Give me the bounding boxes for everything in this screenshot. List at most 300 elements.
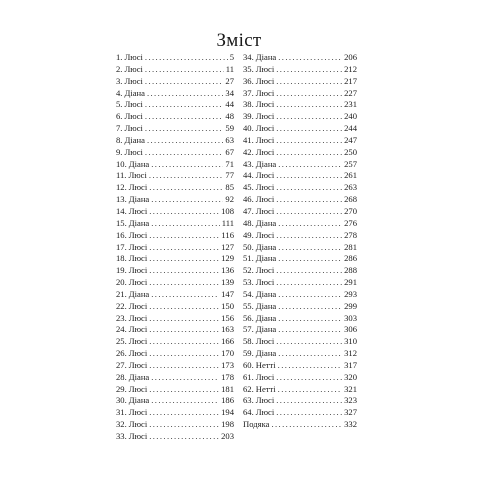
dot-leader <box>149 384 219 396</box>
dot-leader <box>276 111 342 123</box>
dot-leader <box>276 336 342 348</box>
dot-leader <box>276 76 342 88</box>
page-number: 240 <box>344 111 357 122</box>
page-number: 186 <box>221 395 234 406</box>
dot-leader <box>149 348 219 360</box>
chapter-title: Люсі <box>255 87 275 98</box>
dot-leader <box>276 206 342 218</box>
chapter-title: Люсі <box>255 371 275 382</box>
toc-entry[interactable] <box>116 242 234 254</box>
chapter-number: 38. <box>243 99 254 110</box>
chapter-title: Нетті <box>255 359 276 370</box>
page-number: 288 <box>344 265 357 276</box>
page-number: 270 <box>344 205 357 216</box>
chapter-title: Люсі <box>124 99 143 110</box>
toc-entry[interactable] <box>243 289 357 301</box>
dot-leader <box>149 253 219 265</box>
chapter-number: 7. <box>116 123 123 134</box>
chapter-number: 42. <box>243 146 254 157</box>
page-number: 63 <box>225 134 234 145</box>
page-number: 173 <box>221 359 234 370</box>
chapter-number: 60. <box>243 359 254 370</box>
toc-entry[interactable] <box>116 407 234 419</box>
toc-entry[interactable] <box>243 372 357 384</box>
chapter-number: 6. <box>116 111 123 122</box>
toc-entry[interactable] <box>243 135 357 147</box>
chapter-number: 43. <box>243 158 254 169</box>
chapter-number: 58. <box>243 336 254 347</box>
chapter-title: Люсі <box>128 300 148 311</box>
dot-leader <box>278 52 342 64</box>
dot-leader <box>149 324 219 336</box>
page-number: 92 <box>225 194 234 205</box>
chapter-number: 25. <box>116 336 127 347</box>
toc-entry[interactable] <box>243 64 357 76</box>
chapter-title: Люсі <box>255 146 275 157</box>
chapter-number: 19. <box>116 265 127 276</box>
page-number: 323 <box>344 395 357 406</box>
page-number: 67 <box>225 146 234 157</box>
chapter-number: 36. <box>243 75 254 86</box>
dot-leader <box>149 170 224 182</box>
chapter-title: Люсі <box>255 407 275 418</box>
page-number: 312 <box>344 348 357 359</box>
chapter-title: Люсі <box>128 383 148 394</box>
toc-entry[interactable] <box>116 206 234 218</box>
chapter-number: 12. <box>116 182 127 193</box>
toc-entry[interactable] <box>243 407 357 419</box>
page-number: 231 <box>344 99 357 110</box>
dot-leader <box>278 218 342 230</box>
chapter-title: Люсі <box>255 336 275 347</box>
toc-entry[interactable] <box>116 76 234 88</box>
page-number: 156 <box>221 312 234 323</box>
toc-entry[interactable] <box>243 265 357 277</box>
page-number: 261 <box>344 170 357 181</box>
page-number: 276 <box>344 217 357 228</box>
toc-entry[interactable] <box>243 277 357 289</box>
dot-leader <box>145 52 228 64</box>
toc-entry[interactable] <box>243 194 357 206</box>
toc-entry[interactable] <box>243 301 357 313</box>
chapter-number: 8. <box>116 134 123 145</box>
page-number: 163 <box>221 324 234 335</box>
toc-entry[interactable] <box>243 99 357 111</box>
chapter-title: Люсі <box>124 111 143 122</box>
toc-entry[interactable] <box>116 253 234 265</box>
page-number: 257 <box>344 158 357 169</box>
toc-entry[interactable] <box>243 123 357 135</box>
chapter-number: 14. <box>116 205 127 216</box>
page-number: 203 <box>221 431 234 441</box>
dot-leader <box>276 147 342 159</box>
dot-leader <box>149 336 219 348</box>
chapter-title: Люсі <box>255 111 275 122</box>
dot-leader <box>149 419 219 431</box>
page-number: 178 <box>221 371 234 382</box>
toc-entry[interactable] <box>243 147 357 159</box>
toc-entry[interactable] <box>116 313 234 325</box>
chapter-number: 1. <box>116 52 123 62</box>
chapter-number: 15. <box>116 217 127 228</box>
chapter-title: Люсі <box>128 265 148 276</box>
dot-leader <box>278 159 342 171</box>
toc-entry[interactable] <box>116 265 234 277</box>
chapter-title: Люсі <box>128 324 148 335</box>
toc-entry[interactable] <box>243 230 357 242</box>
chapter-title: Люсі <box>128 205 148 216</box>
chapter-number: 21. <box>116 288 127 299</box>
toc-entry[interactable] <box>116 88 234 100</box>
dot-leader <box>276 182 342 194</box>
toc-entry[interactable] <box>243 218 357 230</box>
toc-entry[interactable] <box>243 313 357 325</box>
page-number: 48 <box>225 111 234 122</box>
chapter-number: 9. <box>116 146 123 157</box>
toc-entry[interactable] <box>243 348 357 360</box>
page-number: 44 <box>225 99 234 110</box>
chapter-number: 29. <box>116 383 127 394</box>
toc-entry[interactable] <box>243 324 357 336</box>
toc-entry[interactable] <box>116 99 234 111</box>
chapter-title: Подяка <box>243 419 270 430</box>
toc-entry[interactable] <box>243 182 357 194</box>
dot-leader <box>276 395 342 407</box>
chapter-number: 33. <box>116 431 127 441</box>
toc-entry[interactable] <box>116 324 234 336</box>
dot-leader <box>271 419 342 431</box>
toc-column-left <box>116 52 234 443</box>
toc-entry[interactable] <box>116 159 234 171</box>
chapter-title: Діана <box>255 312 277 323</box>
page-number: 127 <box>221 241 234 252</box>
toc-entry[interactable] <box>116 218 234 230</box>
page-number: 278 <box>344 229 357 240</box>
toc-entry[interactable] <box>243 384 357 396</box>
dot-leader <box>149 313 219 325</box>
dot-leader <box>278 242 342 254</box>
toc-entry[interactable] <box>116 372 234 384</box>
chapter-title: Люсі <box>128 312 148 323</box>
toc-entry[interactable] <box>243 242 357 254</box>
chapter-title: Люсі <box>128 336 148 347</box>
dot-leader <box>278 348 342 360</box>
dot-leader <box>276 88 342 100</box>
dot-leader <box>276 123 342 135</box>
chapter-title: Люсі <box>124 123 143 134</box>
chapter-title: Діана <box>128 395 150 406</box>
toc-entry[interactable] <box>243 395 357 407</box>
chapter-number: 3. <box>116 75 123 86</box>
chapter-title: Люсі <box>255 265 275 276</box>
page-number: 250 <box>344 146 357 157</box>
dot-leader <box>276 265 342 277</box>
dot-leader <box>278 313 342 325</box>
chapter-number: 49. <box>243 229 254 240</box>
dot-leader <box>149 182 223 194</box>
page-number: 194 <box>221 407 234 418</box>
page-number: 77 <box>225 170 234 181</box>
chapter-title: Люсі <box>128 348 148 359</box>
toc-entry[interactable] <box>116 431 234 443</box>
dot-leader <box>276 407 342 419</box>
chapter-number: 30. <box>116 395 127 406</box>
chapter-number: 52. <box>243 265 254 276</box>
page-number: 181 <box>221 383 234 394</box>
chapter-title: Люсі <box>255 205 275 216</box>
chapter-title: Люсі <box>128 419 148 430</box>
chapter-title: Діана <box>255 324 277 335</box>
chapter-number: 63. <box>243 395 254 406</box>
toc-entry[interactable] <box>116 170 234 182</box>
page-number: 147 <box>221 288 234 299</box>
chapter-number: 35. <box>243 63 254 74</box>
page-number: 306 <box>344 324 357 335</box>
toc-entry[interactable] <box>116 52 234 64</box>
page-number: 281 <box>344 241 357 252</box>
chapter-number: 10. <box>116 158 127 169</box>
dot-leader <box>149 407 219 419</box>
dot-leader <box>149 277 219 289</box>
page-number: 327 <box>344 407 357 418</box>
dot-leader <box>278 253 342 265</box>
chapter-title: Люсі <box>128 253 148 264</box>
dot-leader <box>276 230 342 242</box>
chapter-number: 51. <box>243 253 254 264</box>
page-number: 170 <box>221 348 234 359</box>
page-number: 286 <box>344 253 357 264</box>
dot-leader <box>149 431 219 443</box>
chapter-number: 23. <box>116 312 127 323</box>
toc-entry[interactable] <box>243 360 357 372</box>
toc-entry[interactable] <box>243 336 357 348</box>
chapter-title: Люсі <box>255 395 275 406</box>
page-number: 247 <box>344 134 357 145</box>
page-number: 198 <box>221 419 234 430</box>
chapter-title: Люсі <box>255 134 275 145</box>
dot-leader <box>149 230 219 242</box>
dot-leader <box>145 99 224 111</box>
toc-entry[interactable] <box>243 419 357 431</box>
page-number: 263 <box>344 182 357 193</box>
chapter-number: 41. <box>243 134 254 145</box>
chapter-title: Діана <box>255 348 277 359</box>
chapter-number: 56. <box>243 312 254 323</box>
dot-leader <box>276 135 342 147</box>
page-number: 303 <box>344 312 357 323</box>
chapter-title: Люсі <box>128 431 148 441</box>
dot-leader <box>145 123 224 135</box>
dot-leader <box>147 135 223 147</box>
chapter-title: Люсі <box>255 182 275 193</box>
page-number: 321 <box>344 383 357 394</box>
chapter-title: Діана <box>124 87 145 98</box>
chapter-title: Люсі <box>128 407 148 418</box>
chapter-title: Діана <box>255 241 277 252</box>
toc-entry[interactable] <box>116 194 234 206</box>
page-number: 111 <box>221 217 234 228</box>
chapter-title: Люсі <box>124 63 143 74</box>
chapter-number: 2. <box>116 63 123 74</box>
chapter-title: Люсі <box>128 229 148 240</box>
dot-leader <box>278 289 342 301</box>
page-number: 129 <box>221 253 234 264</box>
chapter-number: 32. <box>116 419 127 430</box>
chapter-number: 53. <box>243 277 254 288</box>
toc-entry[interactable] <box>116 419 234 431</box>
chapter-title: Люсі <box>255 63 275 74</box>
toc-entry[interactable] <box>116 277 234 289</box>
chapter-title: Діана <box>128 194 150 205</box>
chapter-number: 46. <box>243 194 254 205</box>
page-number: 139 <box>221 277 234 288</box>
chapter-title: Люсі <box>128 170 147 181</box>
chapter-title: Нетті <box>255 383 276 394</box>
chapter-number: 64. <box>243 407 254 418</box>
chapter-title: Діана <box>128 288 150 299</box>
dot-leader <box>276 99 342 111</box>
chapter-number: 39. <box>243 111 254 122</box>
chapter-title: Діана <box>255 253 277 264</box>
chapter-number: 34. <box>243 52 254 62</box>
page-number: 136 <box>221 265 234 276</box>
chapter-title: Люсі <box>124 52 143 62</box>
toc-entry[interactable] <box>243 88 357 100</box>
chapter-title: Люсі <box>128 182 148 193</box>
page-number: 71 <box>225 158 234 169</box>
chapter-number: 62. <box>243 383 254 394</box>
chapter-number: 27. <box>116 359 127 370</box>
page-number: 227 <box>344 87 357 98</box>
page-number: 5 <box>229 52 234 62</box>
page-number: 27 <box>225 75 234 86</box>
page-number: 108 <box>221 205 234 216</box>
chapter-title: Люсі <box>128 277 148 288</box>
chapter-number: 47. <box>243 205 254 216</box>
toc-entry[interactable] <box>116 147 234 159</box>
toc-title: Зміст <box>216 30 262 51</box>
dot-leader <box>151 218 220 230</box>
dot-leader <box>151 194 223 206</box>
chapter-title: Діана <box>255 300 277 311</box>
chapter-number: 55. <box>243 300 254 311</box>
page-number: 59 <box>225 123 234 134</box>
dot-leader <box>147 88 223 100</box>
page-number: 217 <box>344 75 357 86</box>
chapter-title: Люсі <box>255 123 275 134</box>
dot-leader <box>278 384 342 396</box>
toc-entry[interactable] <box>243 76 357 88</box>
dot-leader <box>145 76 224 88</box>
chapter-number: 20. <box>116 277 127 288</box>
chapter-number: 44. <box>243 170 254 181</box>
dot-leader <box>276 64 342 76</box>
page-number: 11 <box>225 63 234 74</box>
toc-column-right <box>243 52 357 431</box>
chapter-number: 28. <box>116 371 127 382</box>
dot-leader <box>151 289 219 301</box>
toc-entry[interactable] <box>243 206 357 218</box>
toc-entry[interactable] <box>243 170 357 182</box>
chapter-number: 31. <box>116 407 127 418</box>
toc-entry[interactable] <box>116 182 234 194</box>
chapter-number: 45. <box>243 182 254 193</box>
chapter-title: Діана <box>255 217 277 228</box>
chapter-title: Люсі <box>255 229 275 240</box>
page-number: 206 <box>344 52 357 62</box>
page-number: 212 <box>344 63 357 74</box>
toc-entry[interactable] <box>116 384 234 396</box>
dot-leader <box>151 372 219 384</box>
page-number: 317 <box>344 359 357 370</box>
page-number: 310 <box>344 336 357 347</box>
toc-entry[interactable] <box>116 64 234 76</box>
page-number: 268 <box>344 194 357 205</box>
toc-entry[interactable] <box>116 336 234 348</box>
toc-entry[interactable] <box>116 230 234 242</box>
toc-entry[interactable] <box>243 111 357 123</box>
chapter-title: Люсі <box>124 146 143 157</box>
toc-entry[interactable] <box>243 52 357 64</box>
dot-leader <box>149 265 219 277</box>
toc-entry[interactable] <box>116 395 234 407</box>
page-number: 85 <box>225 182 234 193</box>
chapter-title: Діана <box>255 288 277 299</box>
toc-entry[interactable] <box>116 360 234 372</box>
chapter-number: 22. <box>116 300 127 311</box>
dot-leader <box>149 206 219 218</box>
chapter-number: 61. <box>243 371 254 382</box>
chapter-title: Люсі <box>128 241 148 252</box>
chapter-number: 17. <box>116 241 127 252</box>
page-number: 299 <box>344 300 357 311</box>
chapter-number: 59. <box>243 348 254 359</box>
chapter-title: Діана <box>124 134 145 145</box>
chapter-title: Люсі <box>255 99 275 110</box>
toc-entry[interactable] <box>116 135 234 147</box>
toc-entry[interactable] <box>116 289 234 301</box>
dot-leader <box>276 372 342 384</box>
chapter-number: 50. <box>243 241 254 252</box>
dot-leader <box>278 301 342 313</box>
chapter-number: 54. <box>243 288 254 299</box>
chapter-title: Діана <box>255 52 277 62</box>
chapter-number: 57. <box>243 324 254 335</box>
chapter-number: 37. <box>243 87 254 98</box>
dot-leader <box>151 159 223 171</box>
chapter-title: Діана <box>255 158 277 169</box>
toc-entry[interactable] <box>116 301 234 313</box>
dot-leader <box>278 324 342 336</box>
toc-entry[interactable] <box>116 348 234 360</box>
toc-entry[interactable] <box>243 159 357 171</box>
dot-leader <box>276 170 342 182</box>
page-number: 291 <box>344 277 357 288</box>
page-number: 293 <box>344 288 357 299</box>
chapter-number: 5. <box>116 99 123 110</box>
chapter-number: 40. <box>243 123 254 134</box>
dot-leader <box>278 360 342 372</box>
chapter-number: 13. <box>116 194 127 205</box>
chapter-title: Діана <box>128 371 150 382</box>
dot-leader <box>145 111 224 123</box>
toc-entry[interactable] <box>243 253 357 265</box>
page-number: 320 <box>344 371 357 382</box>
toc-entry[interactable] <box>116 111 234 123</box>
toc-entry[interactable] <box>116 123 234 135</box>
chapter-title: Люсі <box>255 75 275 86</box>
dot-leader <box>145 64 224 76</box>
